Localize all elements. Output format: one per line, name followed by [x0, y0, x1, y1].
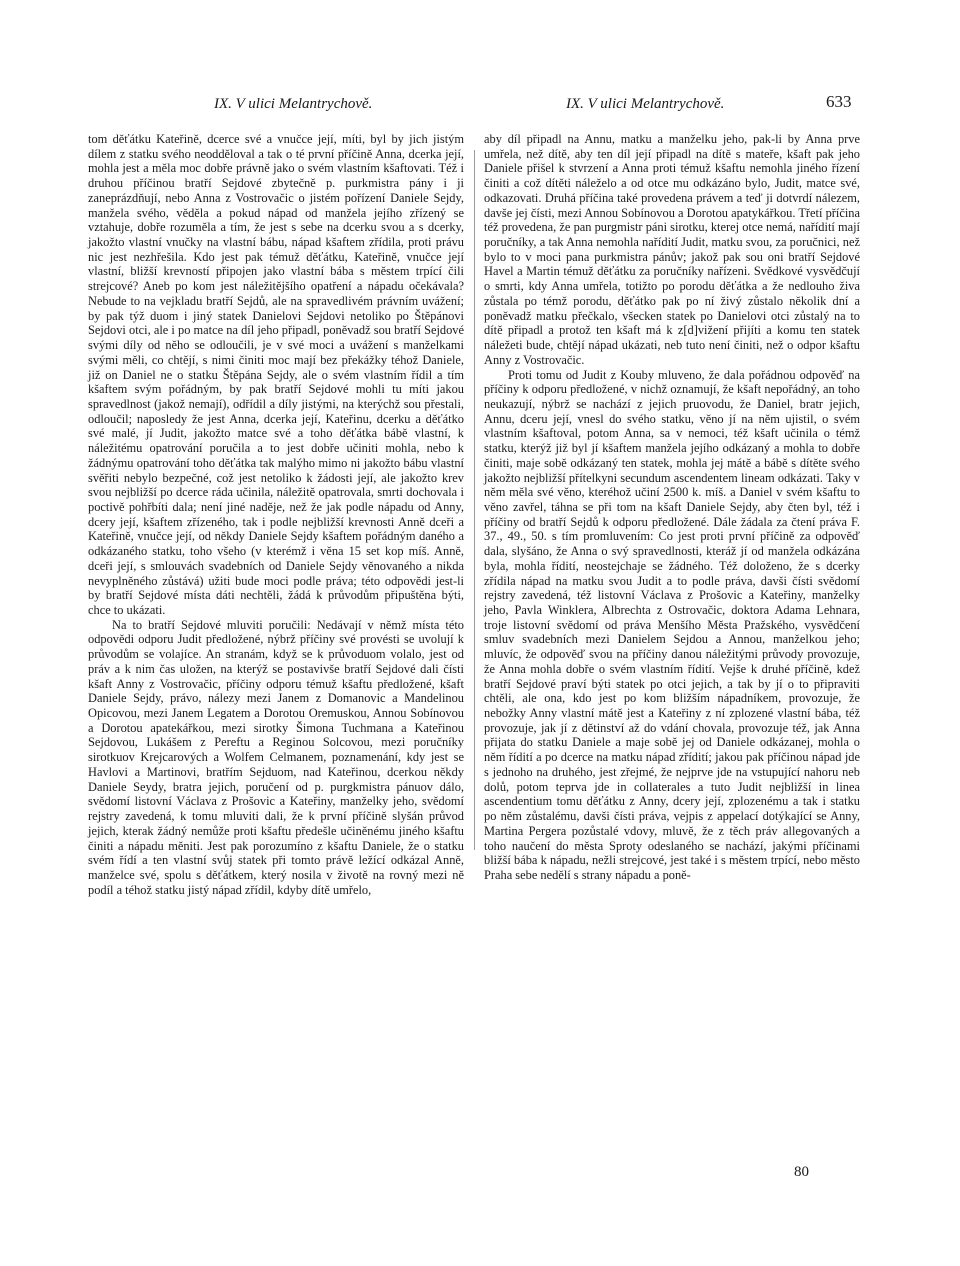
- running-title-right: IX. V ulici Melantrychově.: [566, 96, 725, 112]
- signature-mark: 80: [794, 1164, 809, 1180]
- column-divider: [474, 150, 475, 850]
- paragraph: Proti tomu od Judit z Kouby mluveno, že dala pořádnou odpověď na příčiny k odporu předložené, v nichž oznamují, že kšaft nepořádný, an toho neukazují, nýbrž se nachází z jejich pruovodu, že Daniel, bratr jejich, Annu, dceru její, vnesl do svého statku, věno jí na něm ujistil, o svém vlastním kšaftoval, potom Anna, sa v nemoci, též kšaft učinila o témž statku, kterýž již byl jí kšaftem manžela jejího odkázaný a mohla to dobře činiti, maje sobě odkázaný ten statek, mohla jej mátě a bábě s dítěte svého jakožto nejbližší přítelkyni secundum ascendentem lineam odkázati. Taky v něm měla své věno, kteréhož učiní 2500 k. míš. a Daniel v svém kšaftu to věno zavřel, táhna se při tom na kšaft Daniele Sejdy, aby čten byl, též i příčiny od bratří Sejdů k odporu předložené. Dále žádala za čtení práva F. 37., 49., 50. s tím promluvením: Co jest proti první příčině za odpověď dala, slyšáno, že Anna o svý spravedlnosti, kteráž jí od manžela odkázána byla, mohla řídití, neostejchaje se žádného. Též doloženo, že s dcerky zřídila nápad na matku svou Judit a to podle práva, davši čísti svědomí rejstry zavedená, též listovní Václava z Prošovic a Kateřiny, manželky jeho, Pavla Winklera, Albrechta z Ostrovačic, doktora Adama Lehnara, troje listovní svědomí od práva Menšího Města Pražského, vysvědčení smluv svadebních mezi Danielem Sejdou a Annou, manželkou jeho; mluvíc, že odpověď svou na příčiny danou náležitými průvody provozuje, že Anna mohla dobře o svém vlastním řídití. Vejše k druhé příčině, kdež bratří Sejdové praví býti statek po otci jejich, a tak by jí o to připraviti chtěli, ale ona, kdo jest po kom bližším nápadníkem, provozuje, že nebožky Anny vlastní mátě jest a Kateřiny z ní zplozené vlastní bába, též provozuje, jak jí z dětinství až do vdání chovala, provozuje též, jak Anna přijata do statku Daniele a maje sobě jej od Daniele odkázanej, mohla o něm řídití a po dcerce na matku nápad zřídití; jakou pak příčinou nápad jde s jednoho na druhého, jest zřejmé, že nejprve jde na vstupující nahoru neb dolů, potom teprva jde in collaterales a tuto Judit nejbližší in linea ascendentium tomu děťátku z Anny, dcery její, zplozenému a tak i statku po něm zůstalému, davši čísti práva, vejpis z appelací dotýkající se Anny, Martina Pergera pozůstalé vdovy, mluvě, že z těch práv allegovaných a toho naučení do města Sproty odeslaného se nachází, jakými příčinami bližší bába k nápadu, nežli strejcové, jest také i s městem trpící, nebo město Praha sebe nedělí s strany nápadu a poně-: [484, 367, 860, 882]
- paragraph: tom děťátku Kateřině, dcerce své a vnučce její, míti, byl by jich jistým dílem z statku svého neodděloval a tak o té první příčině Anna, dcerka její, mohla jest a měla moc dobře právně jako o svém vlastním kšaftovati. Též i druhou příčinou bratří Sejdové zbytečně p. purkmistra pány i ji zaneprázdňují, nebo Anna z Vostrovačic o jistém pořízení Daniele Sejdy, manžela svého, věděla a pokud nápad od manžela jejího zřízený se vztahuje, dobře rozuměla a tím, že jest s sebe na dcerku svou a s dcerky, jakožto vlastní vnučky na vlastní bábu, nápad kšaftem zřídila, proti právu nic jest nezhřešila. Kdo jest pak témuž děťátku, Kateřině, vnučce její vlastní, bližší krevností připojen jako vlastní bába s městem trpící čili strejcové? Aneb po kom jest náležitějšího opatření a nápadu očekávala? Nebude to na vejkladu bratří Sejdů, ale na spravedlivém právním uvážení; by pak týž duom i jiný statek Danielovi Sejdovi netoliko po Štěpánovi Sejdovi otci, ale i po matce na díl jeho připadl, poněvadž sou bratří Sejdové svými díly od něho se odloučili, je v své moci a uvážení s manželkami svými měli, co chtějí, s nimi činiti moc mají bez překážky téhož Daniele, již on Daniel ne o statku Štěpána Sejdy, ale o svém vlastním řídil a tím kšaftem svým pořádným, by pak bratří Sejdové mohli tu míti jakou spravedlnost (jakož nemají), odřídil a díly jistými, na kterýchž sou přestali, odloučil; naposledy že jest Anna, dcerka její, Kateřinu, dcerku a děťátko své malé, jí Judit, jakožto matce své a toho děťátka bábě vlastní, k náležitému opatrování poručila a to jest dobře učiniti mohla, nebo k žádnýmu opatrování toho děťátka tak malýho mimo ni jakožto bábu vlastní svěřiti nebylo bezpečné, což jest netoliko k žádosti její, ale jakožto krev svou nejbližší po dcerce ráda učinila, náležitě opatrovala, smrti dochovala i poctivě pohřbíti dala; není jiné naděje, než že jak podle nápadu od Anny, dcery její, kšaftem zřízeného, tak i podle nejbližší krevnosti Anně dceři a Kateřině, vnučce její, od někdy Daniele Sejdy kšaftem pořádným daného a odkázaného statku, toho všeho (v kterémž i věna 15 set kop míš. Anně, dceři její, s smlouvách svadebních od Daniele Sejdy věnovaného a nikda nevyplněného zůstává) užiti bude moci podle práva; této odpovědi jest-li by bratří Sejdové místa dáti nechtěli, žádá k průvodům připuštěna býti, chce to ukázati.: [88, 132, 464, 617]
- paragraph: aby díl připadl na Annu, matku a manželku jeho, pak-li by Anna prve umřela, než dítě, aby ten díl její připadl na dítě s mateře, kšaft pak jeho Daniele přišel k stvrzení a Anna proti témuž kšaftu nemohla jiného řízení činiti a což dítěti náleželo a od otce mu odkázáno bylo, Judit, matce své, odkazovati. Druhá příčina také provedena právem a teď ji dotvrdí nálezem, davše jej čísti, mezi Annou Sobínovou a Dorotou apatykářkou. Třetí příčina též provedena, že pan purgmistr páni sirotku, kterej otce nemá, nařídití mají poručníky, a tak Anna nemohla nařídití Judit, matku svou, za poručnici, než bylo to v moci pana purkmistra pánův; jakož pak sou oni bratří Sejdové Havel a Martin témuž děťátku za poručníky nařízeni. Svědkové vysvědčují o smrti, kdy Anna umřela, totižto po porodu děťátka a že nedlouho živa zůstala po témž porodu, děťátko pak po ní živý zůstalo několik dní a poněvadž matku přečkalo, všecken statek po Danielovi otci zůstalý na to dítě připadl a protož ten kšaft má k z[d]vižení přijíti a komu ten statek náležeti bude, chtějí nápad ukázati, neb tuto není činiti, než o odpor kšaftu Anny z Vostrovačic.: [484, 132, 860, 367]
- running-title-left: IX. V ulici Melantrychově.: [214, 96, 373, 112]
- paragraph: Na to bratří Sejdové mluviti poručili: Nedávají v němž místa této odpovědi odporu Judit předložené, nýbrž příčiny své provésti se uvolují k průvodům se volajíce. An stranám, když se k průvoduom volalo, jest od práv a k nim čas uložen, na kterýž se postavivše bratří Sejdové dali čísti kšaft Anny z Vostrovačic, příčiny odporu témuž kšaftu předložené, kšaft Daniele Sejdy, právo, nálezy mezi Janem z Domanovic a Mandelinou Opicovou, mezi Janem Legatem a Dorotou Oremuskou, Annou Sobínovou a Dorotou apatekářkou, mezi sirotky Šimona Tuchmana a Kateřinou Sejdovou, Lukášem z Pereftu a Reginou Solcovou, mezi poručníky sirotkuov Krejcarových a Wolfem Celmanem, poznamenání, kdy jest se Havlovi a Martinovi, bratřím Sejduom, nad Kateřinou, dcerkou někdy Daniele Seydy, bratra jejich, poručení od p. purgkmistra pánuov dálo, svědomí listovní Václava z Prošovic a Kateřiny, manželky jeho, svědomí rejstry zavedená, k tomu mluviti dali, že k první příčině slyšán průvod jejich, kterak žádný nemůže proti kšaftu předešle učiněnému jiného kšaftu činiti a nápadu měniti. Jest pak porozumíno z kšaftu Daniele, že o statku svém řídí a ten vlastní svůj statek při tomto právě ležící odkázal Anně, manželce své, spolu s děťátkem, který nosila v životě na rovný mezi ně podíl a téhož statku jistý nápad zřídil, kdyby dítě umřelo,: [88, 617, 464, 897]
- page-number: 633: [826, 92, 852, 111]
- text-column-left: [88, 132, 464, 897]
- text-column-right: [484, 132, 860, 883]
